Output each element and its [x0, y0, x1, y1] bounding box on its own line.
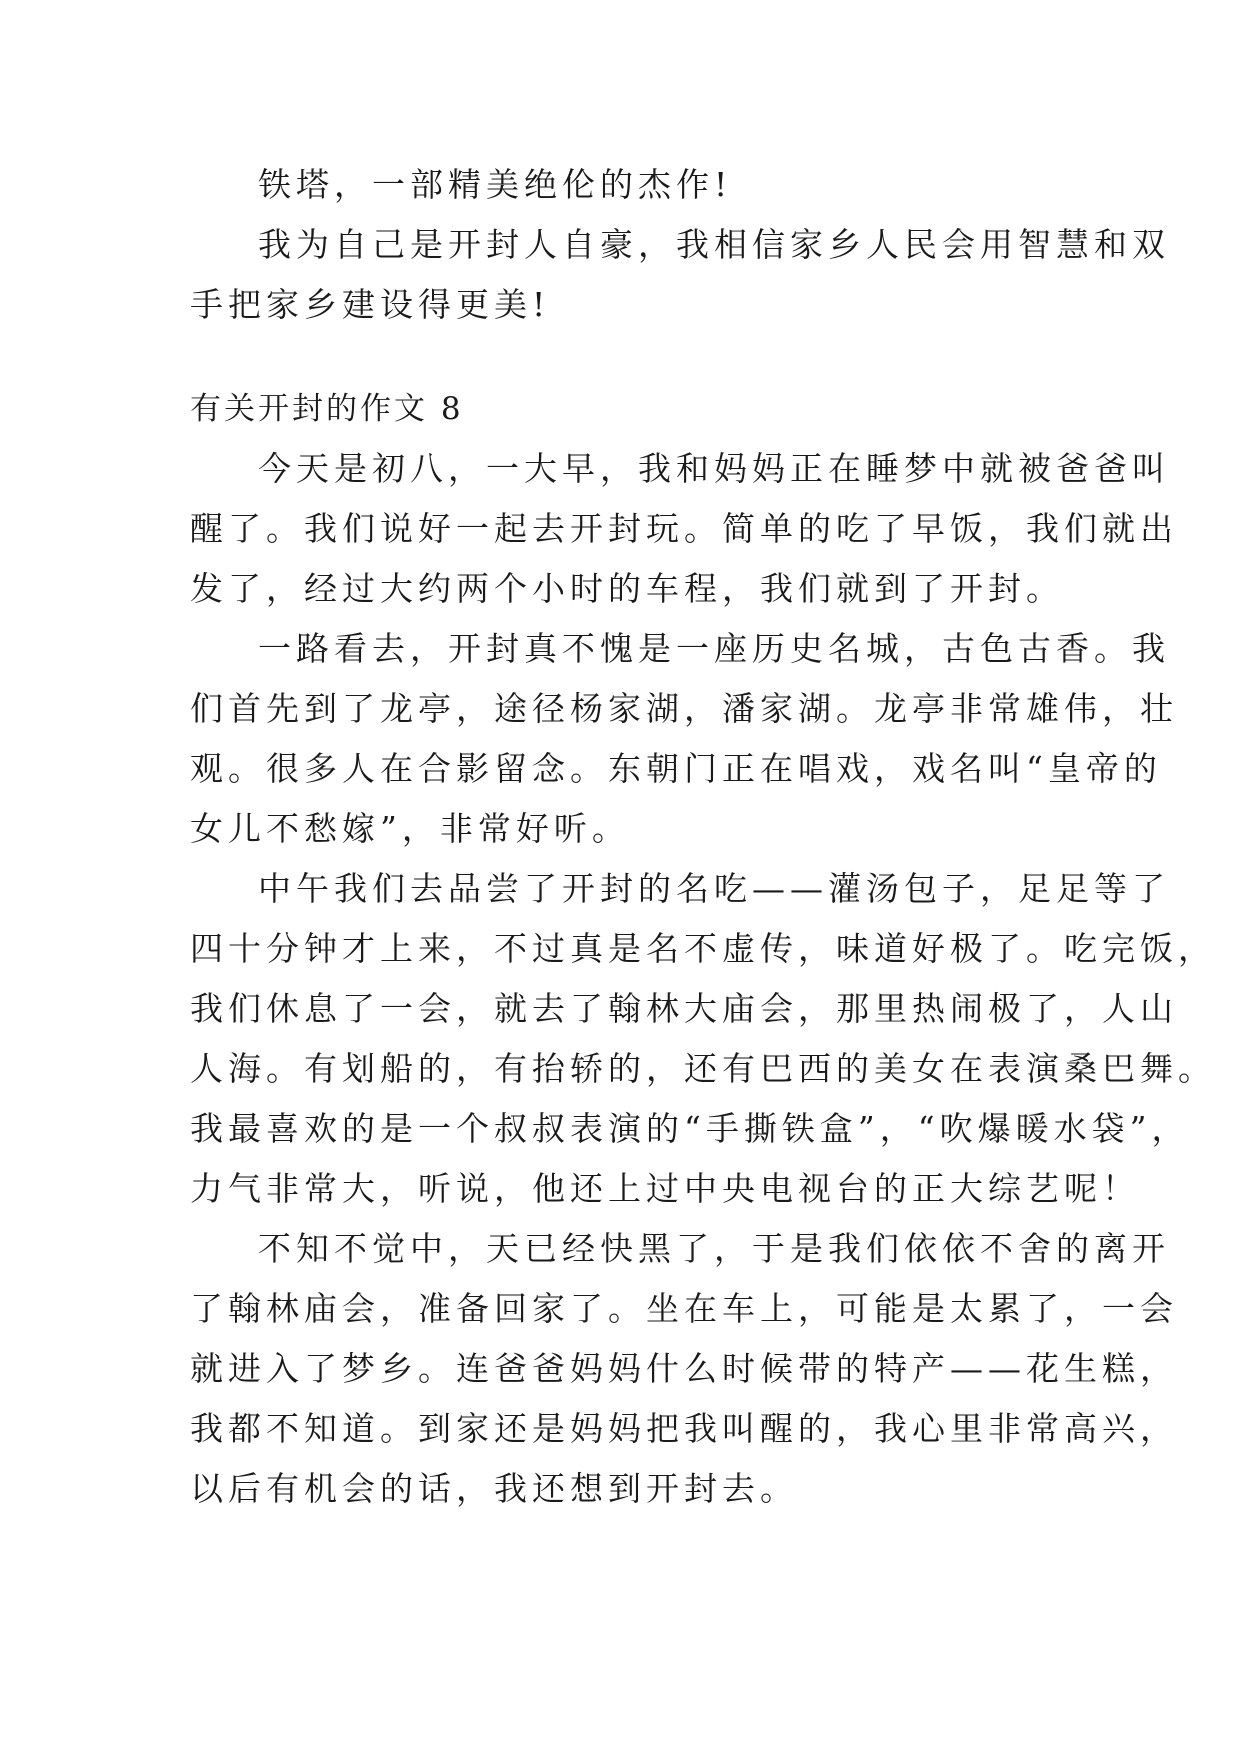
paragraph-line: 醒了。我们说好一起去开封玩。简单的吃了早饭，我们就出	[190, 509, 1178, 548]
section-gap	[190, 335, 1070, 379]
paragraph-line: 一路看去，开封真不愧是一座历史名城，古色古香。我	[258, 629, 1170, 668]
paragraph-line: 发了，经过大约两个小时的车程，我们就到了开封。	[190, 569, 1064, 608]
intro-line: 手把家乡建设得更美!	[190, 285, 551, 324]
paragraph-line: 们首先到了龙亭，途径杨家湖，潘家湖。龙亭非常雄伟，壮	[190, 689, 1178, 728]
paragraph-line: 了翰林庙会，准备回家了。坐在车上，可能是太累了，一会	[190, 1289, 1178, 1328]
paragraph-line: 人海。有划船的，有抬轿的，还有巴西的美女在表演桑巴舞。	[190, 1049, 1216, 1088]
essay-title: 有关开封的作文 8	[190, 391, 464, 427]
paragraph-line: 我们休息了一会，就去了翰林大庙会，那里热闹极了，人山	[190, 989, 1178, 1028]
paragraph-3	[190, 859, 1216, 1219]
paragraph-line: 中午我们去品尝了开封的名吃——灌汤包子，足足等了	[258, 869, 1170, 908]
paragraph-1	[190, 439, 1178, 619]
paragraph-line: 就进入了梦乡。连爸爸妈妈什么时候带的特产——花生糕，	[190, 1349, 1178, 1388]
paragraph-line: 我最喜欢的是一个叔叔表演的“手撕铁盒”，“吹爆暖水袋”，	[190, 1109, 1190, 1148]
paragraph-line: 观。很多人在合影留念。东朝门正在唱戏，戏名叫“皇帝的	[190, 749, 1162, 788]
paragraph-4	[190, 1219, 1178, 1519]
paragraph-line: 我都不知道。到家还是妈妈把我叫醒的，我心里非常高兴，	[190, 1409, 1178, 1448]
intro-line: 铁塔，一部精美绝伦的杰作!	[258, 165, 733, 204]
intro-line: 我为自己是开封人自豪，我相信家乡人民会用智慧和双	[258, 225, 1170, 264]
paragraph-line: 以后有机会的话，我还想到开封去。	[190, 1469, 798, 1508]
paragraph-line: 四十分钟才上来，不过真是名不虚传，味道好极了。吃完饭，	[190, 929, 1216, 968]
paragraph-line: 不知不觉中，天已经快黑了，于是我们依依不舍的离开	[258, 1229, 1170, 1268]
paragraph-line: 女儿不愁嫁”，非常好听。	[190, 809, 630, 848]
paragraph-line: 今天是初八，一大早，我和妈妈正在睡梦中就被爸爸叫	[258, 449, 1170, 488]
intro-section	[190, 155, 1170, 335]
document-body	[190, 155, 1216, 1519]
paragraph-line: 力气非常大，听说，他还上过中央电视台的正大综艺呢！	[190, 1169, 1140, 1208]
paragraph-2	[190, 619, 1178, 859]
